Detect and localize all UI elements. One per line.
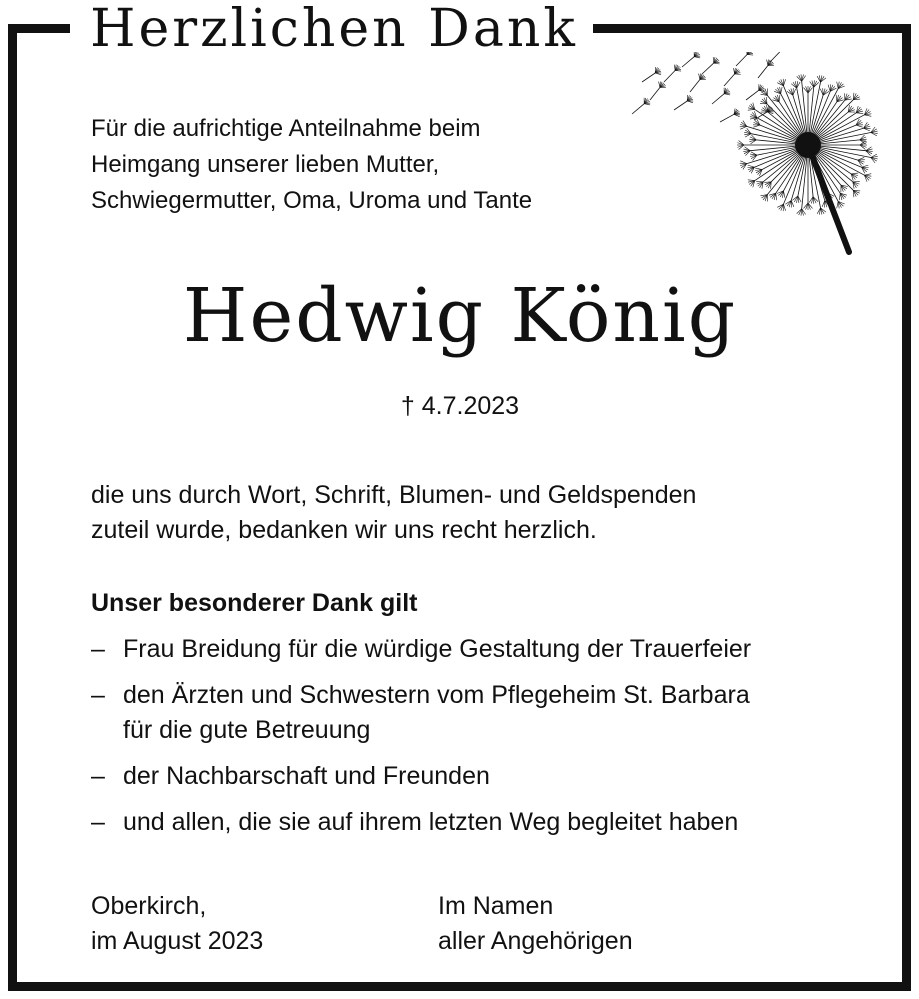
list-item bbox=[91, 805, 751, 840]
thanks-heading: Unser besonderer Dank gilt bbox=[91, 589, 418, 617]
list-item-line: für die gute Betreuung bbox=[123, 716, 371, 744]
intro-text bbox=[91, 111, 532, 219]
death-date: † 4.7.2023 bbox=[400, 392, 520, 420]
frame-top-right bbox=[593, 24, 911, 33]
dash-bullet: – bbox=[91, 808, 105, 836]
dash-bullet: – bbox=[91, 681, 105, 709]
signature-family bbox=[438, 889, 633, 959]
signature-line: Im Namen bbox=[438, 892, 554, 920]
dash-bullet: – bbox=[91, 762, 105, 790]
signature-line: im August 2023 bbox=[91, 927, 264, 955]
body-text bbox=[91, 478, 696, 548]
signature-line: Oberkirch, bbox=[91, 892, 207, 920]
signature-place-date bbox=[91, 889, 263, 959]
frame-top-left bbox=[8, 24, 70, 33]
frame-bottom bbox=[8, 982, 911, 991]
deceased-name: Hedwig König bbox=[182, 273, 738, 359]
list-item bbox=[91, 759, 751, 794]
signature-line: aller Angehörigen bbox=[438, 927, 633, 955]
body-line: zuteil wurde, bedanken wir uns recht herzlich. bbox=[91, 516, 597, 544]
list-item bbox=[91, 632, 751, 667]
list-item-line: den Ärzten und Schwestern vom Pflegeheim St. Barbara bbox=[123, 681, 750, 709]
dandelion-icon bbox=[612, 52, 887, 257]
list-item-line: Frau Breidung für die würdige Gestaltung der Trauerfeier bbox=[123, 635, 752, 663]
frame-right bbox=[902, 24, 911, 991]
intro-line: Heimgang unserer lieben Mutter, bbox=[91, 151, 440, 178]
frame-left bbox=[8, 24, 17, 991]
body-line: die uns durch Wort, Schrift, Blumen- und Geldspenden bbox=[91, 481, 697, 509]
list-item bbox=[91, 678, 751, 748]
list-item-line: der Nachbarschaft und Freunden bbox=[123, 762, 490, 790]
intro-line: Schwiegermutter, Oma, Uroma und Tante bbox=[91, 187, 533, 214]
list-item-line: und allen, die sie auf ihrem letzten Weg begleitet haben bbox=[123, 808, 739, 836]
dash-bullet: – bbox=[91, 635, 105, 663]
page-title: Herzlichen Dank bbox=[90, 0, 578, 59]
intro-line: Für die aufrichtige Anteilnahme beim bbox=[91, 115, 481, 142]
thanks-list bbox=[91, 632, 751, 851]
